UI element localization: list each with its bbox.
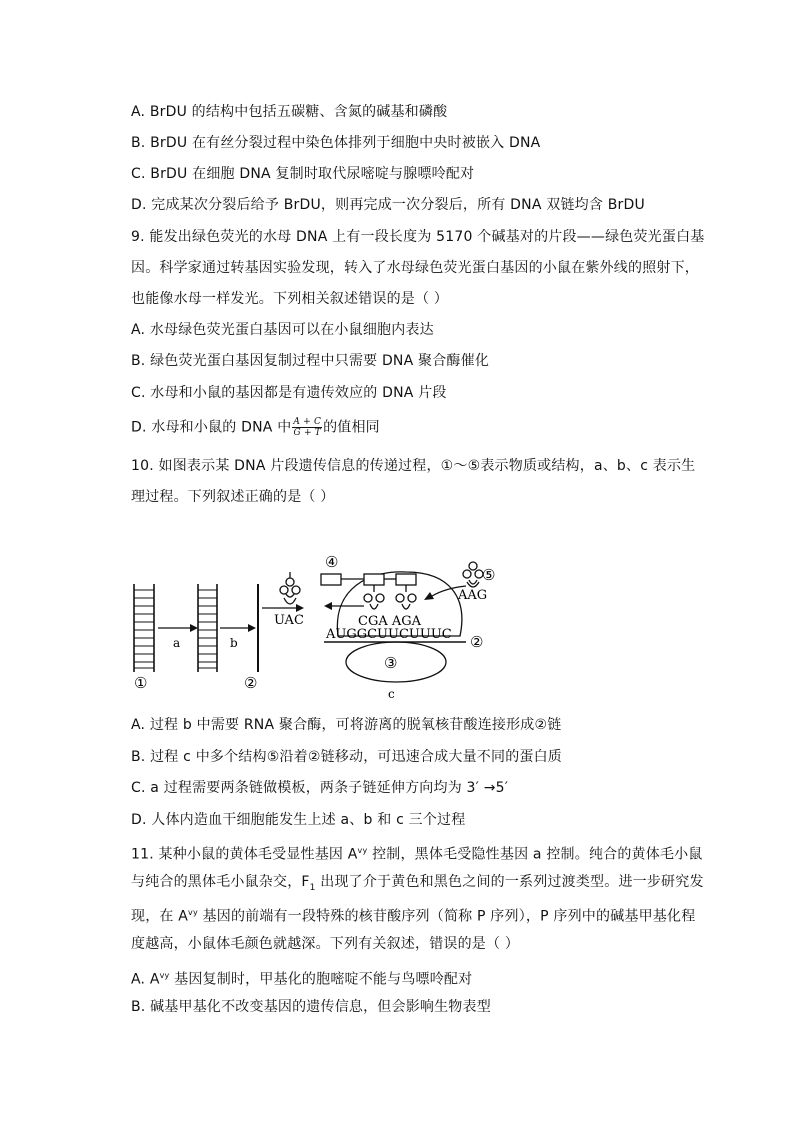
q11-line-2-post: 出现了介于黄色和黑色之间的一系列过渡类型。进一步研究发	[315, 874, 704, 890]
label-structure-2-left: ②	[244, 674, 258, 692]
q9-option-d	[131, 417, 380, 438]
label-structure-3: ③	[384, 654, 398, 672]
q10-stem-line-2: 理过程。下列叙述正确的是（ ）	[131, 489, 335, 505]
q11-line-3-sup: vy	[188, 908, 198, 917]
q10-option-b: B. 过程 c 中多个结构⑤沿着②链移动，可迅速合成大量不同的蛋白质	[131, 749, 563, 765]
free-trna-icon	[280, 572, 300, 604]
q11-line-2-pre: 与纯合的黑体毛小鼠杂交，F	[131, 874, 310, 890]
mrna-sequence: AUGGCUUCUUUC	[326, 627, 452, 642]
q9-option-d-suffix: 的值相同	[323, 419, 380, 436]
q9-option-b: B. 绿色荧光蛋白基因复制过程中只需要 DNA 聚合酶催化	[131, 353, 490, 369]
arrow-to-trna	[262, 604, 304, 612]
arrow-exit	[324, 602, 364, 610]
anticodon-free: UAC	[274, 613, 304, 628]
q11-option-a	[131, 966, 472, 990]
q11-stem-line-1	[131, 841, 703, 865]
q11-option-b: B. 碱基甲基化不改变基因的遗传信息，但会影响生物表型	[131, 999, 491, 1015]
anticodon-incoming: AAG	[458, 588, 488, 603]
q9-stem-line-2: 因。科学家通过转基因实验发现，转入了水母绿色荧光蛋白基因的小鼠在紫外线的照射下，	[131, 260, 699, 276]
label-structure-1: ①	[134, 674, 148, 692]
q11-line-3-pre: 现，在 A	[131, 908, 189, 925]
q9-stem-line-3: 也能像水母一样发光。下列相关叙述错误的是（ ）	[131, 291, 449, 307]
fraction-denominator: G + T	[293, 428, 321, 438]
q11-option-a-sup: vy	[159, 971, 170, 980]
q9-option-a: A. 水母绿色荧光蛋白基因可以在小鼠细胞内表达	[131, 322, 434, 338]
fraction	[292, 417, 322, 438]
label-process-c: c	[388, 687, 395, 701]
q8-option-d: D. 完成某次分裂后给予 BrDU，则再完成一次分裂后，所有 DNA 双链均含 BrDU	[131, 197, 645, 213]
q11-option-a-pre: A. A	[131, 971, 160, 988]
q8-option-c: C. BrDU 在细胞 DNA 复制时取代尿嘧啶与腺嘌呤配对	[131, 166, 475, 182]
dna-double-helix-ladder	[134, 584, 154, 672]
q11-stem-line-4: 度越高，小鼠体毛颜色就越深。下列有关叙述，错误的是（ ）	[131, 936, 520, 952]
q11-stem-line-3	[131, 903, 695, 927]
polypeptide-chain	[321, 574, 416, 585]
q11-stem-line-2	[131, 872, 704, 898]
label-structure-2-right: ②	[470, 633, 484, 651]
bound-trna-icon	[364, 585, 416, 609]
arrow-process-b	[220, 624, 256, 632]
q11-line-1-sup: vy	[357, 846, 368, 855]
dna-replicated-ladder	[198, 584, 217, 672]
q8-option-a: A. BrDU 的结构中包括五碳糖、含氮的碱基和磷酸	[131, 104, 448, 120]
q9-option-d-prefix: D. 水母和小鼠的 DNA 中	[131, 419, 292, 436]
q10-option-c: C. a 过程需要两条链做模板，两条子链延伸方向均为 3′ →5′	[131, 780, 509, 796]
q10-stem-line-1: 10. 如图表示某 DNA 片段遗传信息的传递过程，①～⑤表示物质或结构，a、b、c 表示生	[131, 458, 696, 474]
q11-line-1-post: 控制，黑体毛受隐性基因 a 控制。纯合的黄体毛小鼠	[367, 846, 703, 863]
gene-expression-diagram	[120, 548, 520, 704]
q11-line-3-post: 基因的前端有一段特殊的核苷酸序列（简称 P 序列），P 序列中的碱基甲基化程	[197, 908, 696, 925]
label-structure-5: ⑤	[482, 566, 496, 584]
q11-line-2-sub: 1	[309, 882, 316, 893]
arrow-process-a	[158, 624, 198, 632]
q10-option-d: D. 人体内造血干细胞能发生上述 a、b 和 c 三个过程	[131, 812, 466, 828]
anticodon-bound: CGA AGA	[358, 614, 422, 629]
q9-stem-line-1: 9. 能发出绿色荧光的水母 DNA 上有一段长度为 5170 个碱基对的片段——绿色荧光蛋白基	[131, 229, 705, 245]
label-process-a: a	[173, 636, 181, 650]
fraction-numerator: A + C	[293, 417, 322, 427]
q10-option-a: A. 过程 b 中需要 RNA 聚合酶，可将游离的脱氧核苷酸连接形成②链	[131, 717, 562, 733]
q11-option-a-post: 基因复制时，甲基化的胞嘧啶不能与鸟嘌呤配对	[169, 971, 473, 988]
label-structure-4: ④	[325, 553, 339, 571]
label-process-b: b	[230, 636, 238, 650]
q8-option-b: B. BrDU 在有丝分裂过程中染色体排列于细胞中央时被嵌入 DNA	[131, 135, 541, 151]
incoming-trna-icon	[463, 562, 483, 587]
q11-line-1-pre: 11. 某种小鼠的黄体毛受显性基因 A	[131, 846, 358, 863]
q9-option-c: C. 水母和小鼠的基因都是有遗传效应的 DNA 片段	[131, 385, 447, 401]
